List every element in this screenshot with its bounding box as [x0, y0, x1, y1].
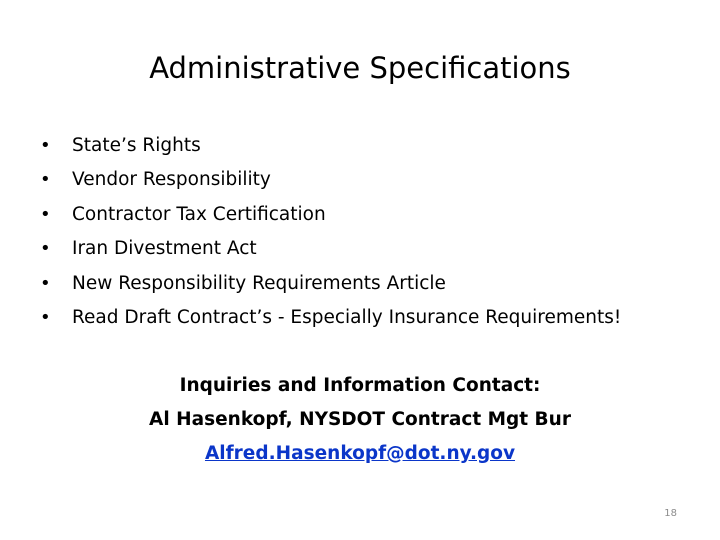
- contact-email-link[interactable]: Alfred.Hasenkopf@dot.ny.gov: [204, 443, 516, 464]
- contact-heading: Inquiries and Information Contact:: [179, 375, 541, 396]
- list-item: [40, 128, 700, 163]
- bullet-text: State’s Rights: [72, 134, 201, 156]
- bullet-text: New Responsibility Requirements Article: [72, 272, 446, 294]
- bullet-text: Vendor Responsibility: [72, 169, 271, 191]
- list-item: [40, 232, 700, 267]
- bullet-icon: •: [40, 272, 51, 294]
- bullet-icon: •: [40, 307, 51, 329]
- bullet-text: Read Draft Contract’s - Especially Insurance Requirements!: [72, 307, 622, 329]
- bullet-icon: •: [40, 169, 51, 191]
- bullet-icon: •: [40, 203, 51, 225]
- page-number: 18: [664, 508, 677, 519]
- contact-block: [0, 369, 720, 471]
- list-item: [40, 163, 700, 198]
- contact-name: Al Hasenkopf, NYSDOT Contract Mgt Bur: [149, 409, 571, 430]
- bullet-icon: •: [40, 134, 51, 156]
- list-item: [40, 301, 700, 336]
- slide-title: Administrative Specifications: [149, 51, 571, 85]
- list-item: [40, 266, 700, 301]
- bullet-text: Iran Divestment Act: [72, 238, 257, 260]
- bullet-list: [40, 128, 700, 335]
- bullet-icon: •: [40, 238, 51, 260]
- list-item: [40, 197, 700, 232]
- bullet-text: Contractor Tax Certification: [72, 203, 326, 225]
